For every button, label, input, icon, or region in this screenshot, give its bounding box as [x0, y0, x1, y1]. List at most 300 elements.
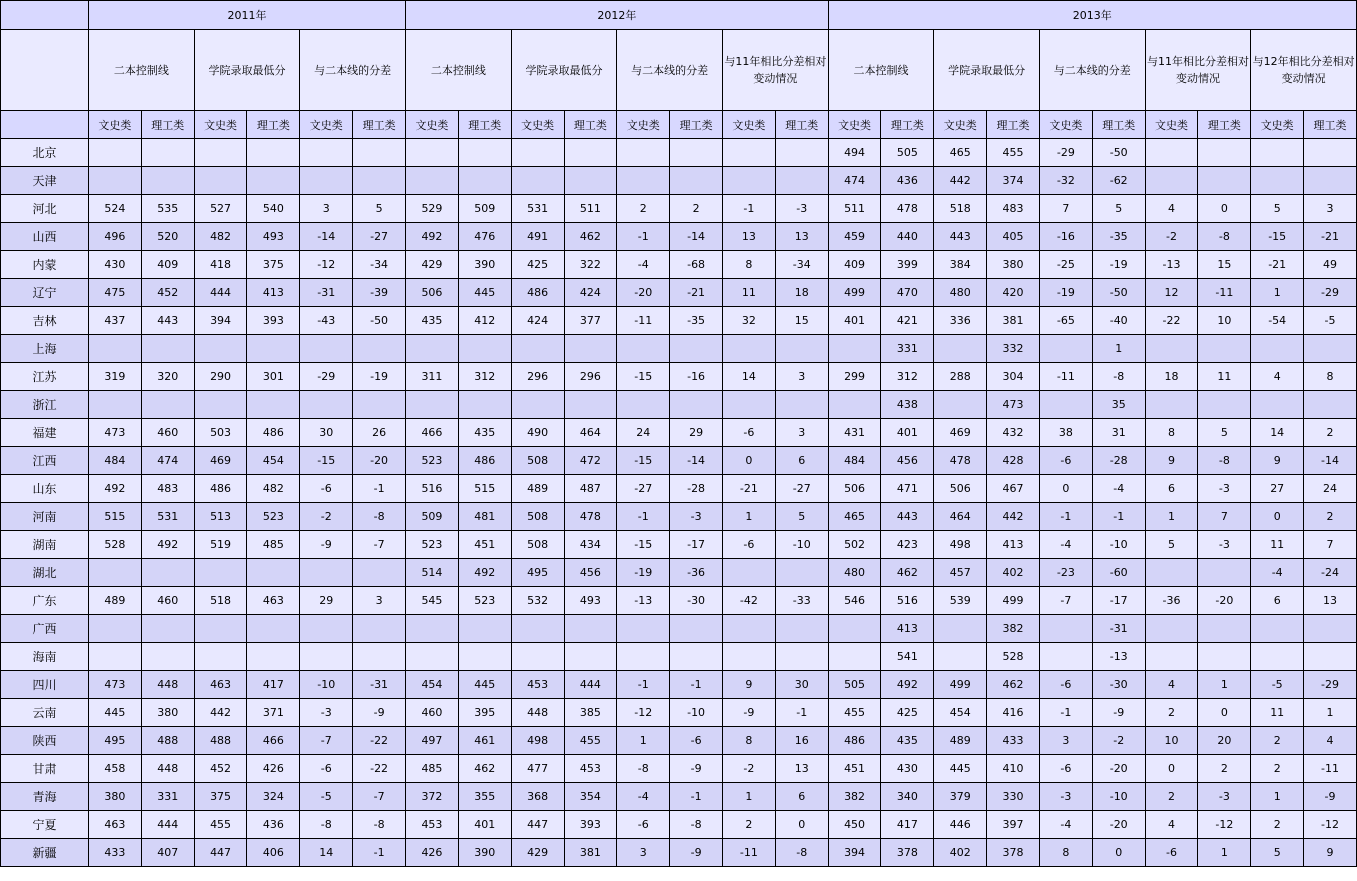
- score-cell: -2: [723, 755, 776, 783]
- metric-header-2011-2: 与二本线的分差: [300, 30, 406, 111]
- score-cell: -9: [1092, 699, 1145, 727]
- year-header-2011: 2011年: [89, 1, 406, 30]
- score-cell: 30: [300, 419, 353, 447]
- score-cell: 2: [1251, 755, 1304, 783]
- score-cell: 14: [300, 839, 353, 867]
- score-cell: 12: [1145, 279, 1198, 307]
- score-cell: [194, 391, 247, 419]
- score-cell: 409: [828, 251, 881, 279]
- score-cell: 469: [934, 419, 987, 447]
- score-cell: 331: [141, 783, 194, 811]
- score-cell: 378: [881, 839, 934, 867]
- table-row: [1, 279, 1357, 307]
- score-cell: 417: [247, 671, 300, 699]
- score-cell: 492: [406, 223, 459, 251]
- score-cell: [564, 139, 617, 167]
- score-cell: 38: [1039, 419, 1092, 447]
- score-cell: 429: [511, 839, 564, 867]
- score-cell: 2: [1145, 783, 1198, 811]
- score-cell: 453: [511, 671, 564, 699]
- score-cell: 18: [775, 279, 828, 307]
- score-cell: 402: [934, 839, 987, 867]
- score-cell: 401: [458, 811, 511, 839]
- score-cell: 508: [511, 447, 564, 475]
- type-header-wenshi: 文史类: [511, 111, 564, 139]
- score-cell: 29: [300, 587, 353, 615]
- score-cell: 455: [194, 811, 247, 839]
- score-cell: -21: [1251, 251, 1304, 279]
- score-cell: [406, 335, 459, 363]
- score-cell: -35: [1092, 223, 1145, 251]
- score-cell: -29: [1304, 279, 1357, 307]
- score-cell: 393: [247, 307, 300, 335]
- score-cell: 454: [247, 447, 300, 475]
- score-cell: 394: [828, 839, 881, 867]
- metric-header-2012-3: 与11年相比分差相对变动情况: [723, 30, 829, 111]
- score-cell: 462: [564, 223, 617, 251]
- score-cell: 511: [828, 195, 881, 223]
- score-cell: 498: [934, 531, 987, 559]
- score-cell: [723, 643, 776, 671]
- score-cell: 16: [775, 727, 828, 755]
- score-cell: 1: [723, 503, 776, 531]
- score-cell: [1304, 391, 1357, 419]
- score-cell: [511, 139, 564, 167]
- table-row: [1, 615, 1357, 643]
- score-cell: 8: [723, 727, 776, 755]
- table-body: [1, 139, 1357, 867]
- score-cell: 6: [1251, 587, 1304, 615]
- score-cell: 5: [353, 195, 406, 223]
- score-cell: [194, 615, 247, 643]
- score-cell: 385: [564, 699, 617, 727]
- score-cell: 469: [194, 447, 247, 475]
- score-cell: 2: [1304, 503, 1357, 531]
- score-cell: [1039, 335, 1092, 363]
- score-cell: [1198, 559, 1251, 587]
- score-cell: -11: [617, 307, 670, 335]
- table-row: [1, 839, 1357, 867]
- score-cell: 430: [89, 251, 142, 279]
- score-cell: 446: [934, 811, 987, 839]
- score-cell: 432: [987, 419, 1040, 447]
- score-cell: 458: [89, 755, 142, 783]
- score-cell: [406, 643, 459, 671]
- type-header-wenshi: 文史类: [406, 111, 459, 139]
- score-cell: [723, 559, 776, 587]
- score-cell: 484: [828, 447, 881, 475]
- score-cell: [1198, 643, 1251, 671]
- score-cell: [775, 139, 828, 167]
- table-row: [1, 755, 1357, 783]
- score-cell: -13: [1145, 251, 1198, 279]
- score-cell: -32: [1039, 167, 1092, 195]
- score-cell: -36: [670, 559, 723, 587]
- score-cell: 9: [1251, 447, 1304, 475]
- score-cell: 2: [670, 195, 723, 223]
- score-cell: 455: [564, 727, 617, 755]
- score-cell: 393: [564, 811, 617, 839]
- score-cell: 433: [987, 727, 1040, 755]
- score-cell: [247, 391, 300, 419]
- score-cell: [89, 559, 142, 587]
- score-cell: 539: [934, 587, 987, 615]
- type-header-wenshi: 文史类: [828, 111, 881, 139]
- score-cell: [1251, 139, 1304, 167]
- score-cell: -1: [1092, 503, 1145, 531]
- score-cell: 390: [458, 251, 511, 279]
- score-cell: [458, 615, 511, 643]
- score-cell: -42: [723, 587, 776, 615]
- type-header-ligong: 理工类: [564, 111, 617, 139]
- score-cell: [511, 391, 564, 419]
- score-cell: 490: [511, 419, 564, 447]
- table-row: [1, 419, 1357, 447]
- score-cell: [511, 643, 564, 671]
- score-cell: [1304, 335, 1357, 363]
- score-cell: [1039, 643, 1092, 671]
- score-cell: 30: [775, 671, 828, 699]
- table-row: [1, 559, 1357, 587]
- score-cell: [564, 335, 617, 363]
- type-header-wenshi: 文史类: [1039, 111, 1092, 139]
- score-cell: -5: [1251, 671, 1304, 699]
- score-cell: 290: [194, 363, 247, 391]
- province-cell: 陕西: [1, 727, 89, 755]
- score-cell: 473: [89, 671, 142, 699]
- table-row: [1, 223, 1357, 251]
- score-cell: [353, 615, 406, 643]
- score-cell: 0: [723, 447, 776, 475]
- score-cell: 375: [194, 783, 247, 811]
- score-cell: -1: [670, 783, 723, 811]
- score-cell: [353, 559, 406, 587]
- score-cell: 0: [1039, 475, 1092, 503]
- score-cell: 401: [881, 419, 934, 447]
- score-cell: 288: [934, 363, 987, 391]
- score-cell: -15: [1251, 223, 1304, 251]
- score-cell: 523: [247, 503, 300, 531]
- corner-cell: [1, 30, 89, 111]
- score-cell: 444: [564, 671, 617, 699]
- score-cell: 472: [564, 447, 617, 475]
- table-row: [1, 783, 1357, 811]
- score-cell: -4: [1039, 811, 1092, 839]
- score-cell: 378: [987, 839, 1040, 867]
- score-cell: 330: [987, 783, 1040, 811]
- score-cell: [300, 615, 353, 643]
- table-row: [1, 195, 1357, 223]
- score-cell: 3: [775, 419, 828, 447]
- year-header-2012: 2012年: [406, 1, 829, 30]
- score-cell: 31: [1092, 419, 1145, 447]
- score-cell: 380: [141, 699, 194, 727]
- score-cell: -27: [775, 475, 828, 503]
- score-cell: 381: [987, 307, 1040, 335]
- score-cell: 13: [775, 223, 828, 251]
- score-cell: -8: [300, 811, 353, 839]
- score-cell: 513: [194, 503, 247, 531]
- score-cell: 438: [881, 391, 934, 419]
- score-cell: -30: [670, 587, 723, 615]
- score-cell: 331: [881, 335, 934, 363]
- table-row: [1, 531, 1357, 559]
- score-cell: [775, 391, 828, 419]
- score-cell: -24: [1304, 559, 1357, 587]
- score-cell: 3: [353, 587, 406, 615]
- score-cell: 445: [458, 279, 511, 307]
- score-cell: -40: [1092, 307, 1145, 335]
- score-cell: 481: [458, 503, 511, 531]
- score-cell: 420: [987, 279, 1040, 307]
- score-cell: 426: [406, 839, 459, 867]
- score-cell: -4: [617, 783, 670, 811]
- score-cell: 3: [1304, 195, 1357, 223]
- score-cell: 442: [194, 699, 247, 727]
- score-cell: -9: [723, 699, 776, 727]
- score-cell: 4: [1251, 363, 1304, 391]
- score-cell: -6: [1039, 447, 1092, 475]
- score-cell: -31: [353, 671, 406, 699]
- score-cell: 514: [406, 559, 459, 587]
- score-cell: [775, 643, 828, 671]
- score-cell: [670, 167, 723, 195]
- score-cell: 15: [775, 307, 828, 335]
- score-cell: 417: [881, 811, 934, 839]
- score-cell: -1: [353, 475, 406, 503]
- score-cell: 394: [194, 307, 247, 335]
- score-cell: [353, 167, 406, 195]
- type-header-wenshi: 文史类: [194, 111, 247, 139]
- score-cell: [1145, 139, 1198, 167]
- score-cell: 518: [934, 195, 987, 223]
- score-cell: 495: [89, 727, 142, 755]
- score-cell: 486: [828, 727, 881, 755]
- score-cell: -14: [670, 447, 723, 475]
- table-row: [1, 587, 1357, 615]
- score-cell: -19: [1039, 279, 1092, 307]
- score-cell: -1: [775, 699, 828, 727]
- score-cell: 26: [353, 419, 406, 447]
- score-cell: [1145, 643, 1198, 671]
- score-cell: -28: [1092, 447, 1145, 475]
- score-cell: 435: [458, 419, 511, 447]
- score-cell: 312: [881, 363, 934, 391]
- score-cell: 480: [934, 279, 987, 307]
- score-cell: 296: [511, 363, 564, 391]
- table-row: [1, 643, 1357, 671]
- province-cell: 青海: [1, 783, 89, 811]
- score-cell: 14: [1251, 419, 1304, 447]
- table-row: [1, 251, 1357, 279]
- score-cell: -4: [1092, 475, 1145, 503]
- score-cell: 508: [511, 531, 564, 559]
- score-cell: 524: [89, 195, 142, 223]
- score-cell: 488: [141, 727, 194, 755]
- table-row: [1, 447, 1357, 475]
- score-cell: 382: [987, 615, 1040, 643]
- score-cell: [247, 335, 300, 363]
- score-cell: 516: [881, 587, 934, 615]
- year-header-row: [1, 1, 1357, 30]
- score-cell: -6: [723, 419, 776, 447]
- score-cell: [89, 335, 142, 363]
- score-cell: -10: [775, 531, 828, 559]
- score-cell: [723, 139, 776, 167]
- score-cell: 453: [406, 811, 459, 839]
- score-cell: [1198, 167, 1251, 195]
- score-cell: [458, 139, 511, 167]
- score-cell: -9: [1304, 783, 1357, 811]
- score-cell: -29: [1039, 139, 1092, 167]
- score-cell: 382: [828, 783, 881, 811]
- score-cell: 478: [934, 447, 987, 475]
- score-cell: 528: [987, 643, 1040, 671]
- score-cell: 320: [141, 363, 194, 391]
- province-cell: 广东: [1, 587, 89, 615]
- score-cell: -39: [353, 279, 406, 307]
- score-cell: [458, 335, 511, 363]
- score-cell: [1304, 643, 1357, 671]
- score-cell: 545: [406, 587, 459, 615]
- score-cell: -12: [617, 699, 670, 727]
- score-cell: 519: [194, 531, 247, 559]
- score-cell: [775, 335, 828, 363]
- score-cell: 492: [881, 671, 934, 699]
- score-cell: -9: [670, 839, 723, 867]
- score-cell: [1145, 559, 1198, 587]
- score-cell: [406, 167, 459, 195]
- score-cell: [141, 615, 194, 643]
- score-cell: -9: [353, 699, 406, 727]
- score-cell: 301: [247, 363, 300, 391]
- metric-header-2013-4: 与12年相比分差相对变动情况: [1251, 30, 1357, 111]
- score-cell: 6: [1145, 475, 1198, 503]
- score-cell: 487: [564, 475, 617, 503]
- score-cell: -10: [300, 671, 353, 699]
- score-cell: [247, 167, 300, 195]
- score-cell: 5: [1198, 419, 1251, 447]
- score-cell: 6: [775, 447, 828, 475]
- score-cell: 0: [1092, 839, 1145, 867]
- score-cell: 499: [987, 587, 1040, 615]
- score-cell: [89, 391, 142, 419]
- score-cell: -31: [1092, 615, 1145, 643]
- score-cell: 450: [828, 811, 881, 839]
- score-cell: -22: [1145, 307, 1198, 335]
- score-cell: -4: [1039, 531, 1092, 559]
- score-cell: 444: [141, 811, 194, 839]
- score-cell: -9: [300, 531, 353, 559]
- score-cell: 2: [723, 811, 776, 839]
- score-cell: 426: [247, 755, 300, 783]
- score-cell: 506: [828, 475, 881, 503]
- score-cell: 7: [1198, 503, 1251, 531]
- score-cell: 491: [511, 223, 564, 251]
- score-cell: 11: [1251, 531, 1304, 559]
- score-cell: [1039, 391, 1092, 419]
- score-cell: -35: [670, 307, 723, 335]
- score-cell: 0: [1198, 195, 1251, 223]
- score-cell: -20: [617, 279, 670, 307]
- province-cell: 甘肃: [1, 755, 89, 783]
- type-header-ligong: 理工类: [247, 111, 300, 139]
- score-cell: 413: [881, 615, 934, 643]
- score-cell: 332: [987, 335, 1040, 363]
- score-cell: 418: [194, 251, 247, 279]
- score-cell: -62: [1092, 167, 1145, 195]
- score-cell: -8: [353, 811, 406, 839]
- score-cell: 377: [564, 307, 617, 335]
- score-cell: [458, 167, 511, 195]
- score-cell: -5: [1304, 307, 1357, 335]
- score-cell: 407: [141, 839, 194, 867]
- score-cell: [194, 335, 247, 363]
- score-cell: -15: [617, 363, 670, 391]
- score-cell: [1304, 615, 1357, 643]
- score-cell: 492: [141, 531, 194, 559]
- score-cell: 509: [406, 503, 459, 531]
- score-cell: 443: [881, 503, 934, 531]
- province-cell: 福建: [1, 419, 89, 447]
- score-cell: 0: [1251, 503, 1304, 531]
- score-cell: [141, 335, 194, 363]
- score-cell: [828, 615, 881, 643]
- score-cell: [670, 643, 723, 671]
- province-cell: 宁夏: [1, 811, 89, 839]
- type-header-ligong: 理工类: [987, 111, 1040, 139]
- score-cell: 374: [987, 167, 1040, 195]
- score-cell: 444: [194, 279, 247, 307]
- score-cell: 451: [828, 755, 881, 783]
- score-cell: [617, 391, 670, 419]
- province-cell: 新疆: [1, 839, 89, 867]
- table-row: [1, 307, 1357, 335]
- score-cell: 467: [987, 475, 1040, 503]
- type-header-ligong: 理工类: [141, 111, 194, 139]
- score-cell: 523: [406, 447, 459, 475]
- score-cell: 395: [458, 699, 511, 727]
- score-cell: 1: [1092, 335, 1145, 363]
- score-cell: 473: [89, 419, 142, 447]
- score-cell: 11: [1198, 363, 1251, 391]
- province-cell: 河北: [1, 195, 89, 223]
- score-cell: [353, 391, 406, 419]
- score-cell: [1198, 139, 1251, 167]
- score-cell: -34: [353, 251, 406, 279]
- score-cell: 1: [1251, 783, 1304, 811]
- score-cell: -11: [723, 839, 776, 867]
- score-cell: [194, 139, 247, 167]
- score-cell: 448: [511, 699, 564, 727]
- score-cell: 8: [1145, 419, 1198, 447]
- score-cell: [564, 615, 617, 643]
- score-cell: 470: [881, 279, 934, 307]
- score-cell: [300, 391, 353, 419]
- score-cell: -6: [1039, 755, 1092, 783]
- score-cell: -6: [1039, 671, 1092, 699]
- score-cell: -8: [670, 811, 723, 839]
- score-cell: 2: [1251, 811, 1304, 839]
- score-cell: 442: [934, 167, 987, 195]
- score-cell: -68: [670, 251, 723, 279]
- score-cell: -29: [300, 363, 353, 391]
- score-cell: 390: [458, 839, 511, 867]
- score-cell: -19: [617, 559, 670, 587]
- score-cell: 319: [89, 363, 142, 391]
- score-cell: [141, 391, 194, 419]
- score-cell: 499: [934, 671, 987, 699]
